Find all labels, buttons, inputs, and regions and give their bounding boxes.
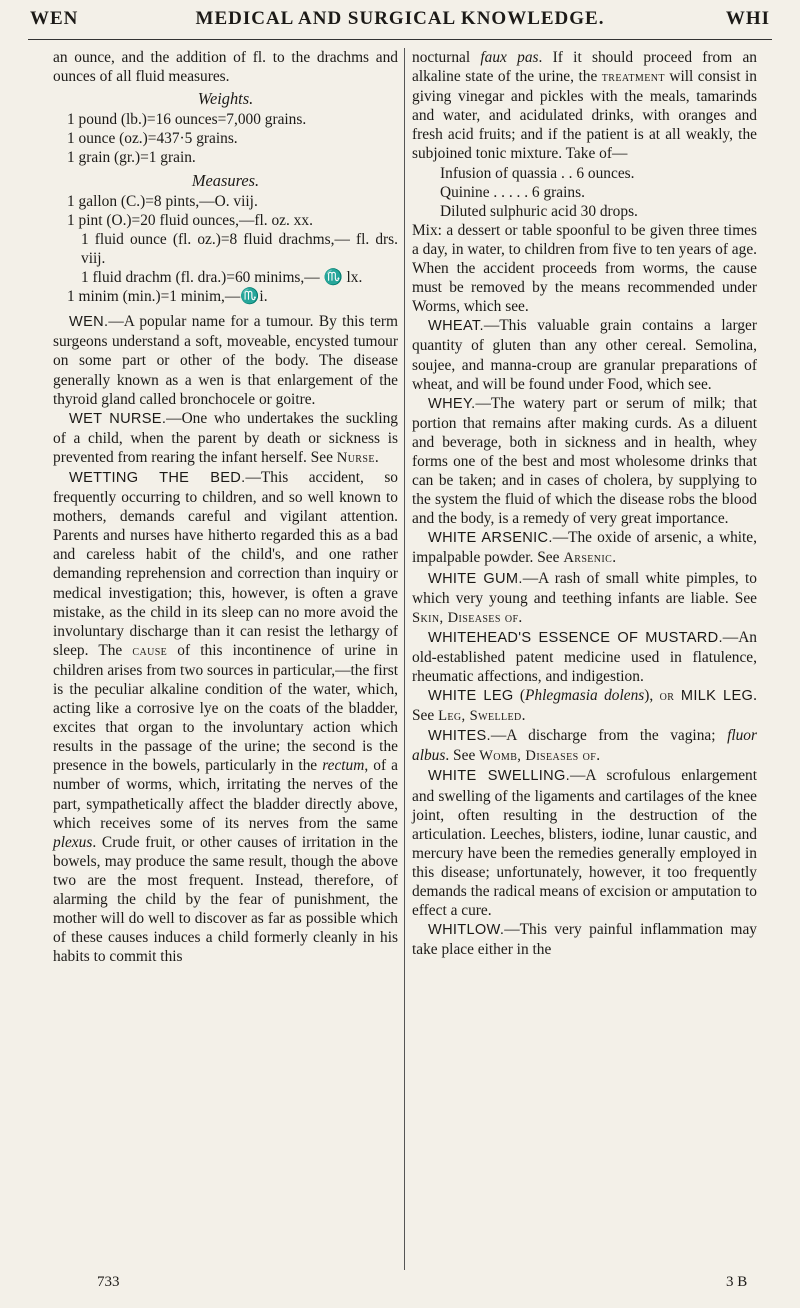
measure-line: 1 gallon (C.)=8 pints,—O. viij. [67, 192, 258, 210]
weight-line: 1 grain (gr.)=1 grain. [67, 149, 196, 167]
entry-term: MILK LEG [680, 688, 754, 705]
entry-text: nocturnal [412, 49, 481, 66]
entry-term: WHITES. [428, 728, 491, 745]
entry-text: —This very painful inflammation may take place either in the [412, 921, 757, 959]
cross-reference: Skin, Diseases of [412, 609, 519, 626]
entry-text: —The oxide of arsenic, a white, impalpable powder. See [412, 529, 757, 567]
left-column [53, 48, 398, 966]
entry-text: . Crude fruit, or other causes of irritation in the bowels, may produce the same result, though the above two are the most frequent. Instead, therefore, of alarming the child by the fear of punishment, the mother will do well to discover as far as possible which of these causes induces a child formerly cleanly in his habits to commit this [53, 833, 398, 966]
header-rule [28, 39, 772, 40]
entry-white-swelling [412, 766, 757, 920]
entry-text: or [659, 688, 681, 705]
entry-text: ), [644, 687, 660, 705]
entry-text: —This accident, so frequently occurring to children, and so well known to mothers, demands careful and vigilant attention. Parents and nurses have hitherto regarded this as a bad and careless habit of the child's, and one rather demanding reprehension and correction than inquiry or medical investigation; this, however, is often a grave mistake, as the child in its sleep can no more avoid the involuntary discharge than it can resist the lethargy of sleep. The [53, 468, 398, 659]
emphasis: fluor albus [412, 727, 757, 765]
weight-line: 1 pound (lb.)=16 ounces=7,000 grains. [67, 111, 307, 129]
entry-text: ( [513, 687, 526, 705]
mix-paragraph: Mix: a dessert or table spoonful to be given three times a day, in water, to children from five to ten years of age. When the accident proceeds from worms, the cause must be removed by the means recommended under Worms, which see. [412, 221, 757, 316]
measure-line: 1 pint (O.)=20 fluid ounces,—fl. oz. xx. [67, 211, 313, 229]
header-title: MEDICAL AND SURGICAL KNOWLEDGE. [195, 8, 605, 29]
entry-term: WHITE GUM. [428, 570, 523, 587]
entry-term: WHITE SWELLING. [428, 768, 570, 785]
emphasis: plexus [53, 833, 93, 851]
running-header [30, 8, 770, 30]
cross-reference: Arsenic [563, 550, 613, 567]
recipe-line: Infusion of quassia . . 6 ounces. [440, 164, 635, 182]
cross-reference: Womb, Diseases of [479, 748, 597, 765]
entry-term: WHEY. [428, 395, 476, 412]
emphasis: cause [132, 642, 168, 659]
signature-mark: 3 B [726, 1274, 748, 1290]
entry-text: —A scrofulous enlargement and swelling of the ligaments and cartilages of the knee joint, often resulting in the destruction of the articulation. Leeches, blisters, iodine, lunar caustic, and mercury have been the remedies generally employed in this disease; unfortunately, however, it too frequently demands the radical means of excision or amputation to effect a cure. [412, 767, 758, 920]
entry-text: —A rash of small white pimples, to which very young and teething infants are liable. See [412, 569, 757, 607]
entry-term: WHITE LEG [428, 688, 514, 705]
entry-white-gum [412, 569, 757, 628]
page-number: 733 [97, 1274, 120, 1290]
column-divider [404, 48, 405, 1270]
entry-text: . See [412, 687, 758, 725]
cross-reference: Nurse [336, 449, 375, 466]
header-right-catchword: WHI [725, 8, 770, 29]
entry-text: —An old-established patent medicine used in flatulence, rheumatic affections, and indigestion. [412, 628, 757, 685]
measure-line: 1 minim (min.)=1 minim,—♏i. [67, 288, 268, 306]
entry-wet-nurse [53, 409, 398, 468]
entry-whitlow [412, 920, 757, 959]
entry-text: . See [445, 747, 480, 765]
entry-white-arsenic [412, 528, 757, 568]
entry-text: . [374, 448, 379, 466]
entry-whey [412, 394, 757, 529]
entry-text: —One who undertakes the suckling of a child, when the parent by death or sickness is prevented from rearing the infant herself. See [53, 409, 398, 466]
entry-wen [53, 312, 398, 408]
emphasis: rectum [322, 757, 365, 775]
entry-term: WET NURSE. [69, 410, 167, 427]
entry-text: will consist in giving vinegar and pickles with the meals, tamarinds and water, and acidulated drinks, with oranges and fresh acid fruits; and if the patient is at all weakly, the subjoined tonic mixture. Take of— [412, 68, 757, 163]
entry-wheat [412, 316, 757, 393]
recipe-line: Quinine . . . . . 6 grains. [440, 183, 585, 201]
entry-text: . [596, 747, 601, 765]
entry-text: —This valuable grain contains a larger quantity of gluten than any other cereal. Semolina, soujee, and manna-croup are granular preparations of wheat, and will be found under Food, which see. [412, 317, 757, 393]
measures-heading: Measures. [191, 170, 260, 190]
entry-term: WHEAT. [428, 318, 484, 335]
cross-reference: Leg, Swelled [438, 708, 522, 725]
entry-term: WHITEHEAD'S ESSENCE OF MUSTARD. [428, 629, 723, 646]
weight-line: 1 ounce (oz.)=437·5 grains. [67, 130, 238, 148]
entry-text: . [518, 608, 523, 626]
entry-text: . If it should proceed from an alkaline state of the urine, the [412, 49, 757, 86]
entry-whites [412, 726, 757, 766]
weights-heading: Weights. [197, 89, 254, 109]
continuation-paragraph [412, 48, 757, 164]
recipe-line: Diluted sulphuric acid 30 drops. [440, 202, 638, 220]
emphasis: faux pas [480, 49, 539, 66]
entry-term: WHITLOW. [428, 922, 505, 939]
entry-text: , of a number of worms, which, irritating the nerves of the part, sympathetically affect the bladder directly above, which receives some of its nerves from the same [53, 757, 398, 832]
entry-wetting-the-bed [53, 468, 398, 966]
entry-whiteheads-essence [412, 628, 757, 686]
intro-paragraph: an ounce, and the addition of fl. to the drachms and ounces of all fluid measures. [53, 49, 398, 86]
entry-text: —The watery part or serum of milk; that portion that remains after making curds. As a diluent and beverage, both in sickness and in health, whey forms one of the best and most wholesome drinks that can be taken; and in cases of cholera, by supplying to the system the fluid of which the disease robs the blood and the body, is a remedy of very great importance. [412, 394, 757, 528]
entry-text: —A discharge from the vagina; [490, 727, 728, 745]
emphasis: treatment [601, 69, 665, 86]
measure-line: 1 fluid drachm (fl. dra.)=60 minims,— ♏ lx. [81, 269, 363, 287]
entry-term: WHITE ARSENIC. [428, 530, 553, 547]
entry-text: of this incontinence of urine in children arises from two sources in particular,—the first is the peculiar alkaline condition of the water, which, acting like a corrosive lye on the coats of the bladder, excites that organ to the involuntary action which results in the passage of the urine; the second is the presence in the bowels, particularly in the [53, 641, 398, 775]
entry-text: . [521, 707, 526, 725]
right-column [412, 48, 757, 959]
entry-white-leg [412, 686, 757, 726]
entry-term: WEN. [69, 314, 109, 331]
emphasis: Phlegmasia dolens [525, 687, 645, 705]
entry-text: —A popular name for a tumour. By this term surgeons understand a soft, moveable, encysted tumour on some part or other of the body. The disease generally known as a wen is that enlargement of the thyroid gland called bronchocele or goitre. [53, 313, 398, 408]
header-left-catchword: WEN [30, 8, 79, 29]
entry-term: WETTING THE BED. [69, 469, 246, 486]
measure-line: 1 fluid ounce (fl. oz.)=8 fluid drachms,— fl. drs. viij. [81, 230, 398, 267]
entry-text: . [612, 549, 617, 567]
